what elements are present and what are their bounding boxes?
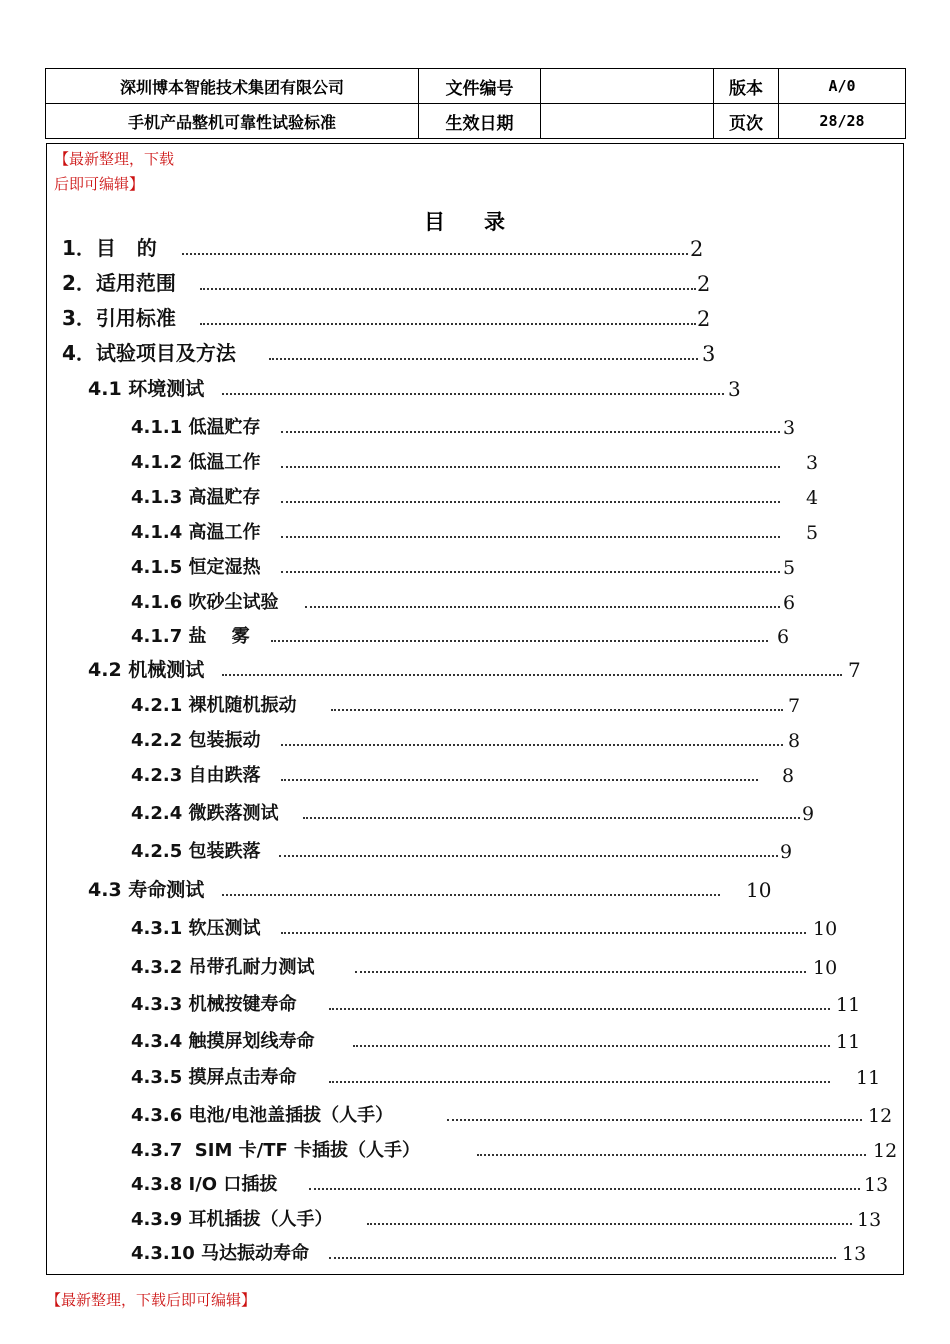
toc-leader-dots [309, 1188, 860, 1190]
toc-entry [0, 987, 950, 1019]
edit-note-top-line1: 【最新整理，下载 [54, 150, 175, 168]
toc-entry-label: 4.3.5 摸屏点击寿命 [131, 1067, 297, 1088]
toc-entry [0, 1202, 950, 1234]
toc-leader-dots [353, 1045, 830, 1047]
toc-entry-label: 4.2.5 包装跌落 [131, 841, 261, 862]
toc-entry [0, 1024, 950, 1056]
toc-entry-page: 13 [857, 1209, 882, 1231]
toc-entry-label: 4.1.6 吹砂尘试验 [131, 592, 279, 613]
toc-entry-page: 2 [690, 237, 704, 261]
toc-entry-label: 4．试验项目及方法 [62, 341, 236, 365]
toc-entry-page: 7 [788, 695, 801, 717]
page-label: 页次 [714, 104, 779, 139]
toc-entry-page: 2 [697, 272, 711, 296]
doc-no-value [541, 69, 714, 104]
effective-date-label: 生效日期 [419, 104, 541, 139]
toc-leader-dots [222, 674, 842, 676]
toc-leader-dots [305, 606, 780, 608]
toc-entry [0, 1133, 950, 1165]
toc-entry-page: 3 [728, 377, 741, 401]
toc-leader-dots [279, 855, 778, 857]
toc-entry [0, 232, 950, 264]
toc-entry-page: 13 [864, 1174, 889, 1196]
version-value: A/0 [779, 69, 906, 104]
toc-entry-label: 4.1 环境测试 [88, 378, 205, 400]
toc-entry-page: 11 [836, 1031, 861, 1053]
toc-entry-page: 6 [783, 592, 796, 614]
toc-entry-label: 4.3.7 SIM 卡/TF 卡插拔（人手） [131, 1140, 421, 1161]
toc-entry-label: 2．适用范围 [62, 271, 176, 295]
toc-entry-label: 4.1.2 低温工作 [131, 452, 261, 473]
toc-entry-label: 4.1.4 高温工作 [131, 522, 261, 543]
toc-entry-label: 4.3.6 电池/电池盖插拔（人手） [131, 1105, 394, 1126]
toc-entry [0, 950, 950, 982]
toc-leader-dots [281, 932, 806, 934]
toc-entry [0, 758, 950, 790]
toc-leader-dots [329, 1008, 830, 1010]
toc-entry [0, 302, 950, 334]
toc-entry-label: 4.2.3 自由跌落 [131, 765, 261, 786]
toc-entry [0, 873, 950, 905]
toc-entry-page: 3 [702, 342, 716, 366]
toc-entry-label: 3．引用标准 [62, 306, 176, 330]
toc-leader-dots [367, 1223, 852, 1225]
toc-entry-page: 10 [813, 957, 838, 979]
toc-entry-page: 3 [806, 452, 819, 474]
toc-entry-page: 5 [783, 557, 796, 579]
toc-entry [0, 585, 950, 617]
toc-entry [0, 911, 950, 943]
toc-entry [0, 1098, 950, 1130]
toc-entry-page: 4 [806, 487, 819, 509]
toc-entry-page: 10 [746, 878, 772, 902]
toc-entry [0, 1060, 950, 1092]
toc-leader-dots [281, 536, 780, 538]
toc-entry-page: 3 [783, 417, 796, 439]
toc-entry [0, 1167, 950, 1199]
toc-leader-dots [281, 431, 780, 433]
toc-entry-label: 4.3.8 I/O 口插拔 [131, 1174, 278, 1195]
version-label: 版本 [714, 69, 779, 104]
toc-entry-page: 11 [856, 1067, 881, 1089]
toc-leader-dots [329, 1081, 830, 1083]
toc-entry-label: 4.3.10 马达振动寿命 [131, 1243, 310, 1264]
toc-leader-dots [281, 779, 758, 781]
toc-entry-label: 4.3.3 机械按键寿命 [131, 994, 297, 1015]
edit-note-bottom: 【最新整理，下载后即可编辑】 [46, 1291, 257, 1309]
toc-entry-page: 8 [788, 730, 801, 752]
toc-entry [0, 515, 950, 547]
toc-entry-label: 4.1.1 低温贮存 [131, 417, 261, 438]
toc-entry-page: 9 [780, 841, 793, 863]
toc-entry-page: 10 [813, 918, 838, 940]
toc-entry-page: 8 [782, 765, 795, 787]
toc-entry-page: 6 [777, 626, 790, 648]
toc-title-left: 目 [424, 210, 446, 234]
toc-leader-dots [281, 501, 780, 503]
toc-entry-label: 4.3.9 耳机插拔（人手） [131, 1209, 333, 1230]
toc-entry-page: 9 [802, 803, 815, 825]
toc-entry [0, 653, 950, 685]
toc-entry-page: 7 [848, 658, 861, 682]
toc-leader-dots [269, 358, 698, 360]
toc-entry-label: 4.3.4 触摸屏划线寿命 [131, 1031, 315, 1052]
toc-entry [0, 550, 950, 582]
effective-date-value [541, 104, 714, 139]
toc-entry-label: 4.2.2 包装振动 [131, 730, 261, 751]
toc-entry [0, 372, 950, 404]
toc-leader-dots [222, 894, 720, 896]
toc-entry-label: 4.1.3 高温贮存 [131, 487, 261, 508]
toc-entry-label: 1．目 的 [62, 236, 157, 260]
toc-leader-dots [281, 466, 780, 468]
toc-entry [0, 480, 950, 512]
toc-entry-page: 12 [868, 1105, 893, 1127]
toc-entry [0, 267, 950, 299]
toc-leader-dots [200, 288, 696, 290]
toc-entry [0, 796, 950, 828]
toc-entry-label: 4.3.1 软压测试 [131, 918, 261, 939]
toc-entry-label: 4.2.4 微跌落测试 [131, 803, 279, 824]
toc-entry [0, 410, 950, 442]
toc-entry-label: 4.1.7 盐 雾 [131, 626, 250, 647]
toc-leader-dots [281, 744, 783, 746]
toc-entry [0, 445, 950, 477]
toc-entry-label: 4.2 机械测试 [88, 659, 205, 681]
toc-entry-page: 12 [873, 1140, 898, 1162]
edit-note-top-line2: 后即可编辑】 [54, 175, 145, 193]
toc-entry-page: 13 [842, 1243, 867, 1265]
toc-entry-label: 4.3 寿命测试 [88, 879, 205, 901]
toc-entry [0, 688, 950, 720]
toc-leader-dots [200, 323, 696, 325]
toc-leader-dots [329, 1257, 836, 1259]
toc-entry-label: 4.3.2 吊带孔耐力测试 [131, 957, 315, 978]
toc-entry-page: 5 [806, 522, 819, 544]
toc-title-right: 录 [484, 210, 506, 234]
toc-entry [0, 834, 950, 866]
toc-leader-dots [271, 640, 768, 642]
toc-leader-dots [281, 571, 780, 573]
toc-entry [0, 337, 950, 369]
toc-entry [0, 619, 950, 651]
toc-entry-label: 4.1.5 恒定湿热 [131, 557, 261, 578]
toc-leader-dots [222, 393, 724, 395]
toc-entry-label: 4.2.1 裸机随机振动 [131, 695, 297, 716]
toc-entry [0, 1236, 950, 1268]
page-value: 28/28 [779, 104, 906, 139]
toc-leader-dots [477, 1154, 866, 1156]
toc-entry-page: 2 [697, 307, 711, 331]
doc-no-label: 文件编号 [419, 69, 541, 104]
toc-leader-dots [303, 817, 800, 819]
company-name: 深圳博本智能技术集团有限公司 [46, 69, 419, 104]
toc-leader-dots [331, 709, 783, 711]
toc-leader-dots [355, 971, 806, 973]
toc-leader-dots [182, 253, 688, 255]
toc-leader-dots [447, 1119, 862, 1121]
document-header-table [45, 68, 906, 139]
document-title: 手机产品整机可靠性试验标准 [46, 104, 419, 139]
toc-entry [0, 723, 950, 755]
toc-entry-page: 11 [836, 994, 861, 1016]
